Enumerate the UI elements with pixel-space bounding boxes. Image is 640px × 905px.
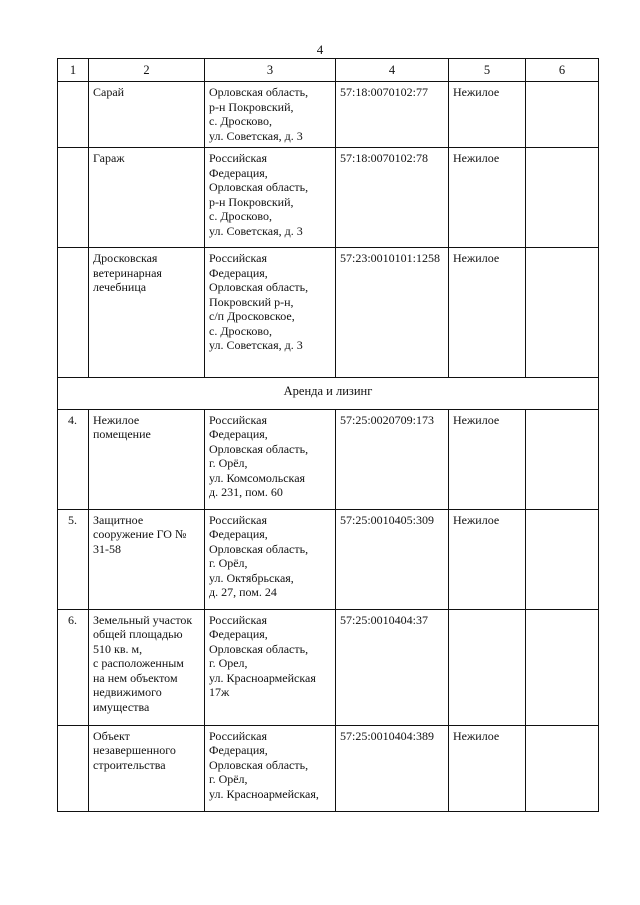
cadastral-number-column bbox=[336, 248, 449, 378]
address-column bbox=[205, 248, 336, 378]
cadastral-number-cell: 57:18:0070102:78 bbox=[340, 151, 429, 165]
table-row bbox=[58, 509, 599, 609]
header-cell: 6 bbox=[526, 59, 599, 82]
cadastral-number-cell: 57:18:0070102:77 bbox=[340, 85, 429, 99]
object-type-column bbox=[449, 148, 526, 248]
object-type-column bbox=[449, 409, 526, 509]
address-column bbox=[205, 609, 336, 725]
table-row bbox=[58, 248, 599, 378]
note-column bbox=[526, 725, 599, 811]
row-number-cell: 6. bbox=[68, 612, 77, 627]
address-column bbox=[205, 82, 336, 148]
cadastral-number-column bbox=[336, 509, 449, 609]
address-cell: Орловская область, р-н Покровский, с. Дросково, ул. Советская, д. 3 bbox=[209, 85, 309, 143]
object-name-cell: Защитное сооружение ГО № 31-58 bbox=[93, 512, 187, 556]
row-number-column bbox=[58, 248, 89, 378]
address-cell: Российская Федерация, Орловская область, г. Орёл, ул. Красноармейская, bbox=[209, 728, 319, 801]
address-column bbox=[205, 725, 336, 811]
note-column bbox=[526, 609, 599, 725]
address-cell: Российская Федерация, Орловская область, г. Орёл, ул. Октябрьская, д. 27, пом. 24 bbox=[209, 512, 309, 599]
table-row bbox=[58, 725, 599, 811]
object-type-cell: Нежилое bbox=[453, 85, 500, 99]
cadastral-number-column bbox=[336, 609, 449, 725]
cadastral-number-column bbox=[336, 148, 449, 248]
address-cell: Российская Федерация, Орловская область, Покровский р-н, с/п Дросковское, с. Дросково, ул. Советская, д. 3 bbox=[209, 251, 309, 352]
object-type-column bbox=[449, 725, 526, 811]
note-column bbox=[526, 248, 599, 378]
row-number-cell: 5. bbox=[68, 512, 77, 527]
header-cell: 2 bbox=[89, 59, 205, 82]
row-number-column bbox=[58, 509, 89, 609]
cadastral-number-column bbox=[336, 82, 449, 148]
object-type-cell: Нежилое bbox=[453, 512, 500, 527]
object-type-cell: Нежилое bbox=[453, 412, 500, 427]
table-row bbox=[58, 409, 599, 509]
object-type-column bbox=[449, 609, 526, 725]
object-type-column bbox=[449, 82, 526, 148]
note-column bbox=[526, 509, 599, 609]
section-title: Аренда и лизинг bbox=[58, 378, 599, 410]
row-number-column bbox=[58, 82, 89, 148]
note-column bbox=[526, 148, 599, 248]
object-name-column bbox=[89, 725, 205, 811]
cadastral-number-cell: 57:25:0020709:173 bbox=[340, 412, 435, 427]
object-name-column bbox=[89, 609, 205, 725]
object-type-column bbox=[449, 509, 526, 609]
object-name-cell: Гараж bbox=[93, 151, 125, 165]
object-type-cell: Нежилое bbox=[453, 251, 500, 265]
address-cell: Российская Федерация, Орловская область, г. Орел, ул. Красноармейская 17ж bbox=[209, 612, 316, 699]
object-type-cell: Нежилое bbox=[453, 728, 500, 743]
object-name-cell: Сарай bbox=[93, 85, 125, 99]
address-column bbox=[205, 409, 336, 509]
row-number-column bbox=[58, 148, 89, 248]
row-number-cell: 4. bbox=[68, 412, 77, 427]
header-cell: 1 bbox=[58, 59, 89, 82]
header-cell: 3 bbox=[205, 59, 336, 82]
table-row bbox=[58, 148, 599, 248]
cadastral-number-cell: 57:23:0010101:1258 bbox=[340, 251, 441, 265]
row-number-column bbox=[58, 409, 89, 509]
header-row bbox=[58, 59, 599, 82]
address-cell: Российская Федерация, Орловская область, р-н Покровский, с. Дросково, ул. Советская, д. 3 bbox=[209, 151, 309, 238]
object-name-cell: Объект незавершенного строительства bbox=[93, 728, 176, 772]
section-row bbox=[58, 378, 599, 410]
object-type-cell: Нежилое bbox=[453, 151, 500, 165]
object-name-column bbox=[89, 248, 205, 378]
object-name-cell: Земельный участок общей площадью 510 кв. м, с расположенным на нем объектом недвижимого имущества bbox=[93, 612, 193, 714]
address-column bbox=[205, 148, 336, 248]
row-number-column bbox=[58, 609, 89, 725]
table-row bbox=[58, 82, 599, 148]
table-row bbox=[58, 609, 599, 725]
cadastral-number-column bbox=[336, 409, 449, 509]
page-number: 4 bbox=[316, 42, 324, 57]
object-name-cell: Дросковская ветеринарная лечебница bbox=[93, 251, 162, 294]
address-cell: Российская Федерация, Орловская область, г. Орёл, ул. Комсомольская д. 231, пом. 60 bbox=[209, 412, 309, 499]
row-number-column bbox=[58, 725, 89, 811]
object-name-column bbox=[89, 409, 205, 509]
object-name-column bbox=[89, 148, 205, 248]
object-type-column bbox=[449, 248, 526, 378]
note-column bbox=[526, 82, 599, 148]
object-name-cell: Нежилое помещение bbox=[93, 412, 151, 441]
object-name-column bbox=[89, 82, 205, 148]
note-column bbox=[526, 409, 599, 509]
header-cell: 5 bbox=[449, 59, 526, 82]
cadastral-number-cell: 57:25:0010404:37 bbox=[340, 612, 429, 627]
cadastral-number-cell: 57:25:0010405:309 bbox=[340, 512, 435, 527]
cadastral-number-cell: 57:25:0010404:389 bbox=[340, 728, 435, 743]
property-table bbox=[57, 58, 599, 812]
object-name-column bbox=[89, 509, 205, 609]
address-column bbox=[205, 509, 336, 609]
cadastral-number-column bbox=[336, 725, 449, 811]
header-cell: 4 bbox=[336, 59, 449, 82]
